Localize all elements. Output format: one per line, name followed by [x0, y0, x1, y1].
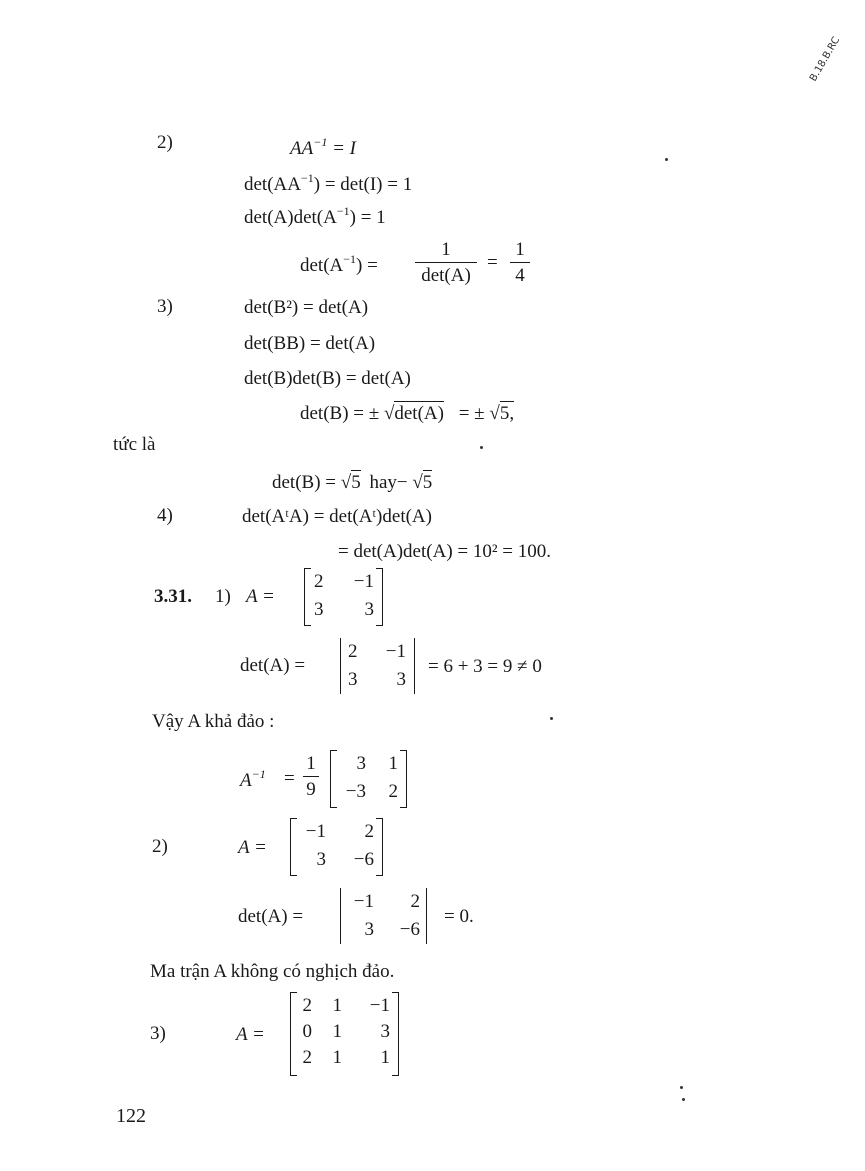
det1-cell: 3 [396, 669, 406, 690]
ex-part3-number: 3) [150, 1023, 166, 1044]
det2-cell: 3 [364, 919, 374, 940]
matrix1-cell: −1 [353, 571, 374, 592]
scan-speck [682, 1098, 685, 1101]
fraction-one-quarter: 1 4 [510, 240, 530, 285]
matrix2-cell: −1 [305, 821, 326, 842]
page-number: 122 [116, 1105, 146, 1127]
matrix3-cell: 1 [332, 1047, 342, 1068]
inverse-cell: −3 [345, 781, 366, 802]
no-inverse-conclusion: Ma trận A không có nghịch đảo. [150, 961, 395, 982]
inverse-cell: 1 [388, 753, 398, 774]
matrix3-cell: 1 [332, 995, 342, 1016]
matrix3-cell: 2 [302, 1047, 312, 1068]
matrix3-left-bracket [290, 992, 297, 1076]
inverse-right-bracket [400, 750, 407, 808]
ex-part1-number: 1) [215, 586, 231, 607]
scan-speck [680, 1086, 683, 1089]
inverse-left-bracket [330, 750, 337, 808]
det2-lhs: det(A) = [238, 906, 304, 927]
matrix3-cell: −1 [369, 995, 390, 1016]
fraction-inverse-det: 1 det(A) [415, 240, 477, 285]
fraction-one-ninth: 1 9 [303, 754, 319, 799]
part4-line2: = det(A)det(A) = 10² = 100. [338, 541, 552, 562]
library-stamp: B.18.B.RC [808, 35, 843, 84]
matrix1-cell: 3 [364, 599, 374, 620]
part2-eq: = [487, 252, 498, 273]
det1-cell: 3 [348, 669, 358, 690]
inverse-lhs: $A^{-1}$ [240, 767, 266, 791]
det2-cell: −6 [399, 919, 420, 940]
det1-lhs: det(A) = [240, 655, 306, 676]
det2-rhs: = 0. [444, 906, 474, 927]
matrix2-cell: 2 [364, 821, 374, 842]
matrix1-left-bracket [304, 568, 311, 626]
matrix2-right-bracket [376, 818, 383, 876]
part3-line3: det(B)det(B) = det(A) [244, 368, 411, 389]
matrix3-cell: 2 [302, 995, 312, 1016]
det1-cell: 2 [348, 641, 358, 662]
invertible-conclusion: Vậy A khả đảo : [152, 711, 275, 732]
matrix1-right-bracket [376, 568, 383, 626]
det2-cell: −1 [353, 891, 374, 912]
det1-left-bar [340, 638, 341, 694]
matrix1-cell: 3 [314, 599, 324, 620]
matrix3-right-bracket [392, 992, 399, 1076]
matrix2-cell: 3 [316, 849, 326, 870]
part3-number: 3) [157, 296, 173, 317]
part3-line5: det(B) = √5 hay− √5 [272, 472, 433, 493]
part2-line2: $\det(AA^{-1}) = \det(I) = 1$ [244, 171, 413, 195]
matrix3-cell: 1 [380, 1047, 390, 1068]
part3-line2: det(BB) = det(A) [244, 333, 376, 354]
part2-number: 2) [157, 132, 173, 153]
inverse-eq: = [284, 768, 295, 789]
part4-number: 4) [157, 505, 173, 526]
det1-right-bar [414, 638, 415, 694]
ex-part3-lhs: A = [236, 1024, 265, 1045]
ex-part2-number: 2) [152, 836, 168, 857]
inverse-cell: 3 [356, 753, 366, 774]
det2-right-bar [426, 888, 427, 944]
det1-cell: −1 [385, 641, 406, 662]
part2-line4-lhs: $\det(A^{-1})$ = [300, 252, 378, 276]
scan-speck [480, 446, 483, 449]
matrix3-cell: 3 [380, 1021, 390, 1042]
part2-line3: $\det(A)\det(A^{-1}) = 1$ [244, 204, 386, 228]
ex-part2-lhs: A = [238, 837, 267, 858]
exercise-label: 3.31. [154, 586, 192, 607]
det2-left-bar [340, 888, 341, 944]
matrix2-left-bracket [290, 818, 297, 876]
scan-speck [665, 158, 668, 161]
det2-cell: 2 [410, 891, 420, 912]
matrix3-cell: 1 [332, 1021, 342, 1042]
ex-part1-lhs: A = [246, 586, 275, 607]
part4-line1: det(AᵗA) = det(Aᵗ)det(A) [242, 506, 432, 527]
scan-speck [550, 717, 553, 720]
inverse-cell: 2 [388, 781, 398, 802]
tuc-la: tức là [113, 434, 156, 455]
matrix1-cell: 2 [314, 571, 324, 592]
part3-line4: det(B) = ± √det(A) = ± √5, [300, 403, 515, 424]
det1-rhs: = 6 + 3 = 9 ≠ 0 [428, 656, 542, 677]
matrix2-cell: −6 [353, 849, 374, 870]
part3-line1: det(B²) = det(A) [244, 297, 369, 318]
part2-line1: $AA^{-1} = I$ [290, 135, 356, 159]
matrix3-cell: 0 [302, 1021, 312, 1042]
